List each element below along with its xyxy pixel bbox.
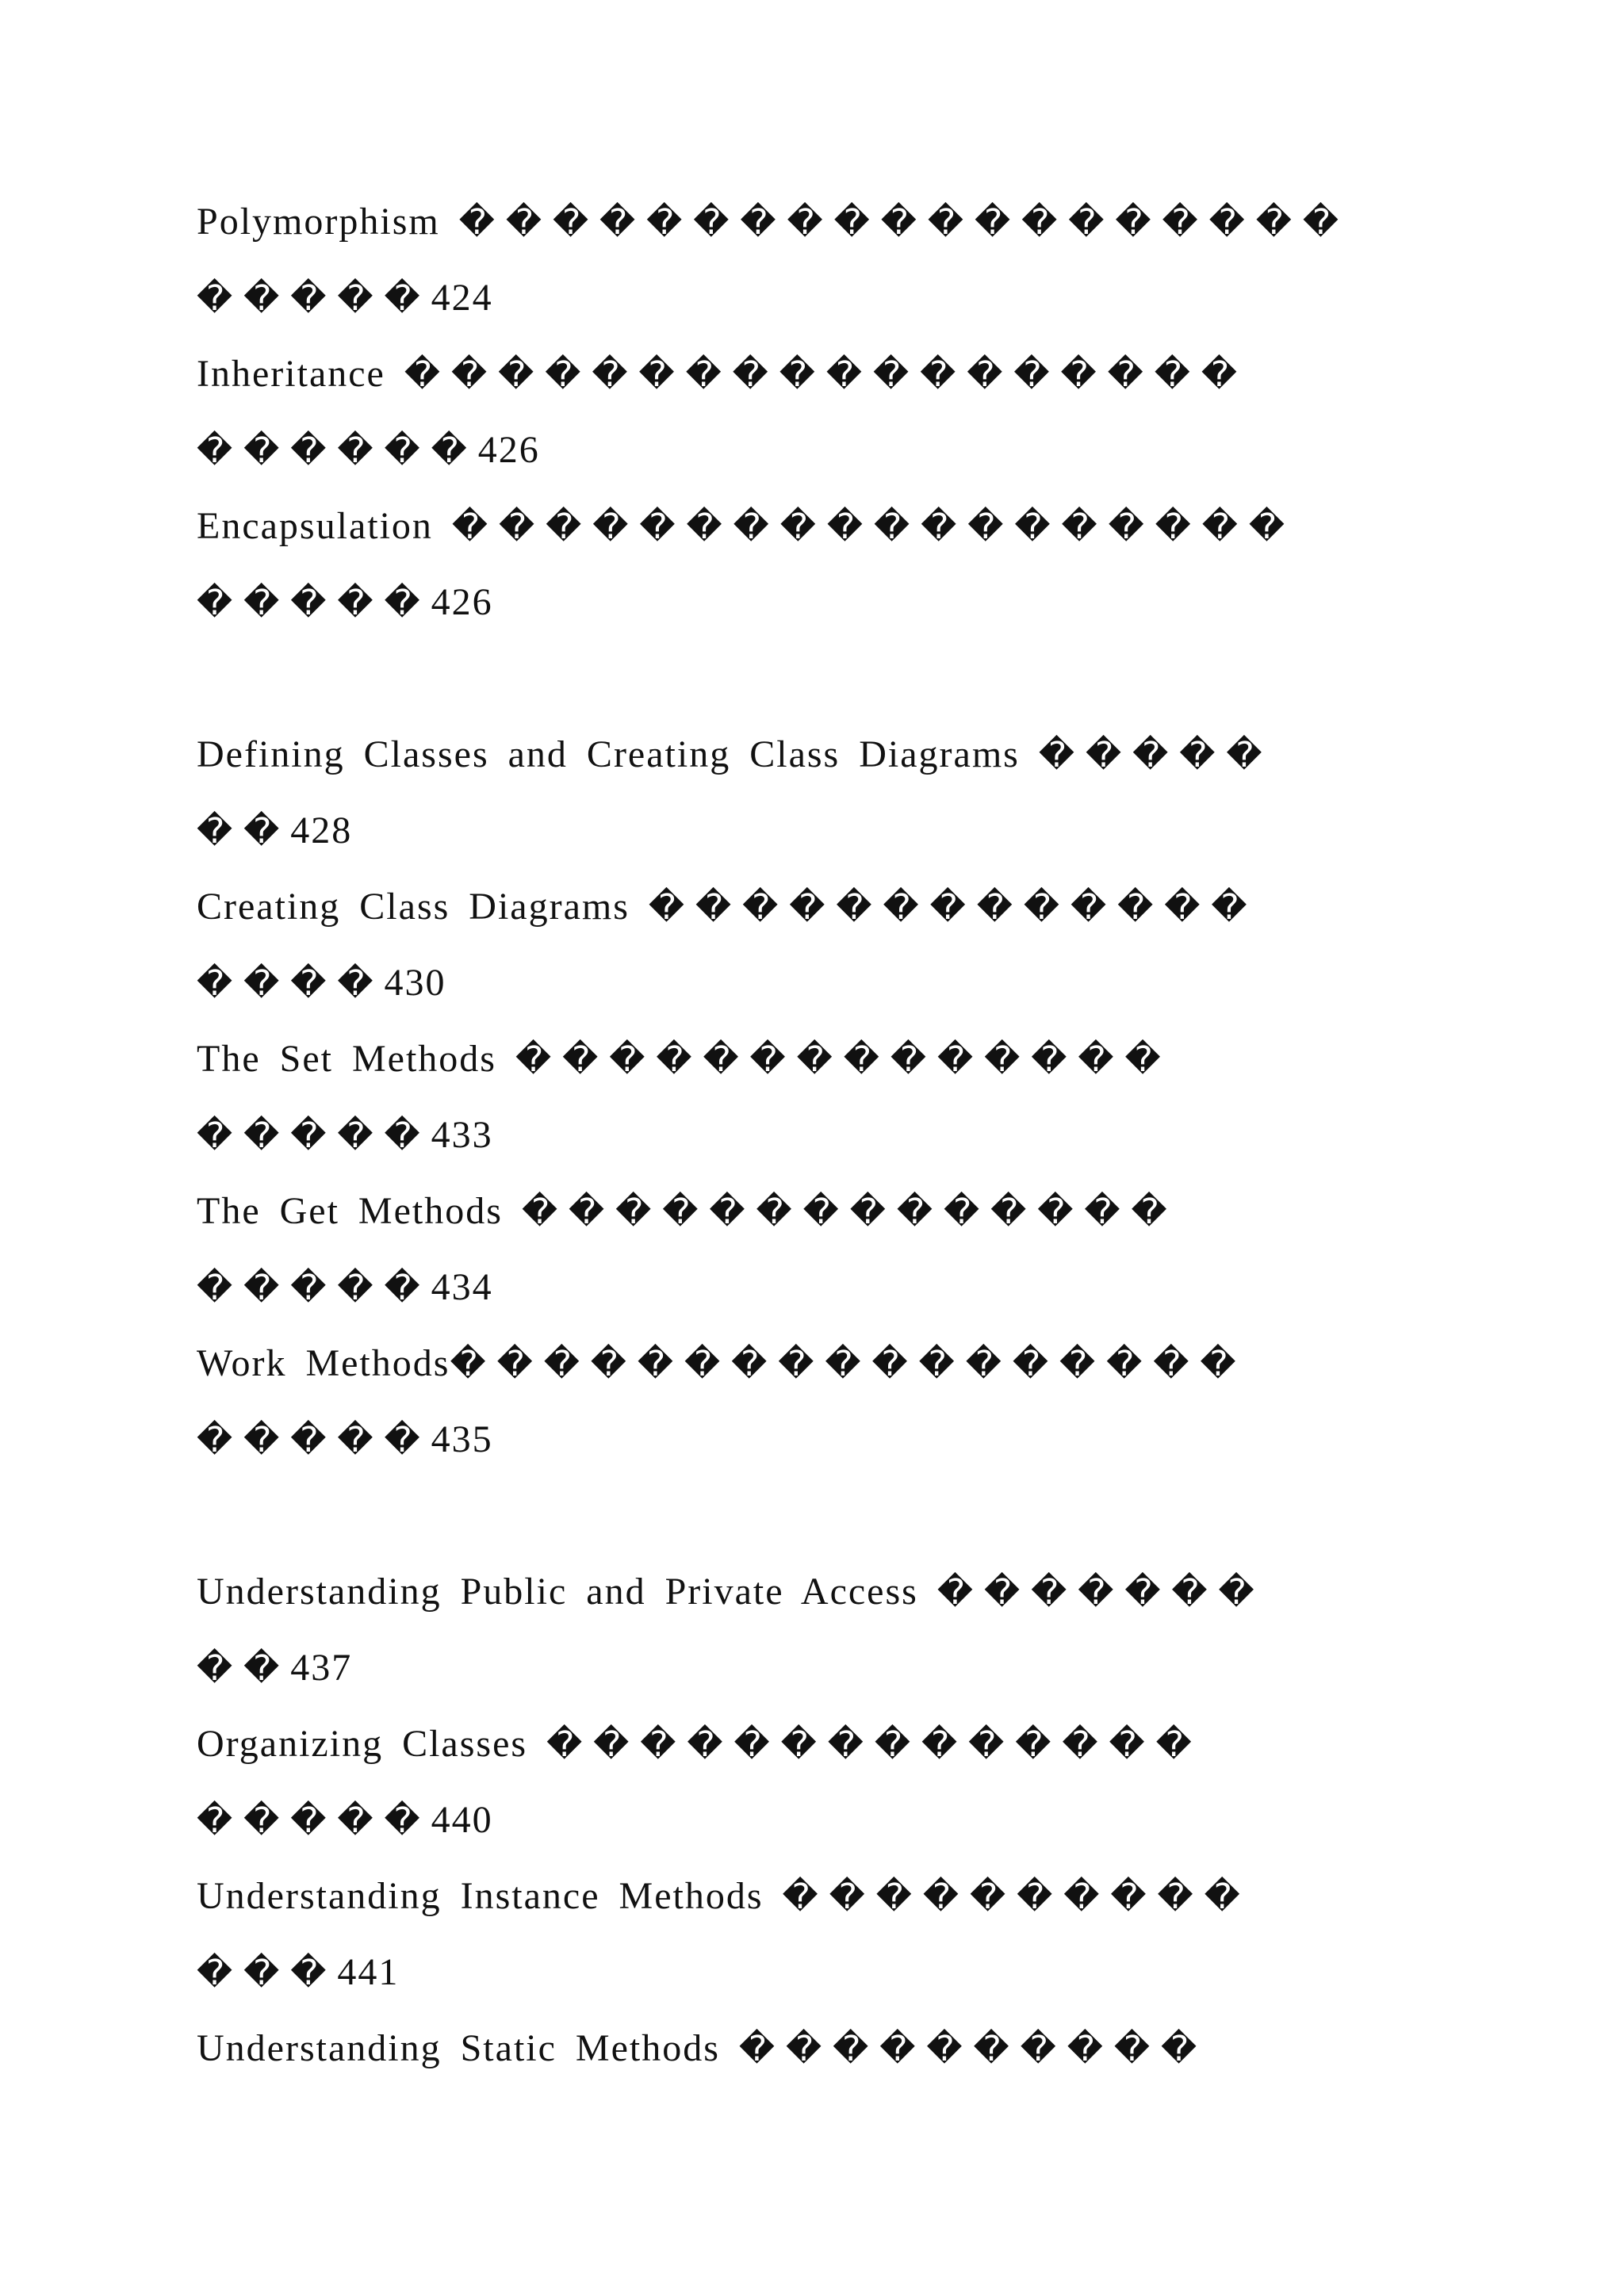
- toc-page-number: 428: [290, 809, 353, 851]
- toc-leader: ��: [197, 1648, 291, 1689]
- toc-entry-defining-classes-cont: [197, 807, 352, 855]
- toc-leader: ��������������: [521, 1192, 1178, 1232]
- toc-leader: ���: [197, 1953, 338, 1993]
- toc-entry-organizing-classes-cont: [197, 1797, 493, 1845]
- toc-entry-public-private-access: [197, 1568, 1266, 1617]
- toc-leader: �����: [197, 278, 431, 319]
- toc-leader: �������������: [648, 887, 1258, 928]
- toc-title: Creating Class Diagrams: [197, 886, 630, 928]
- toc-title: The Get Methods: [197, 1190, 503, 1232]
- toc-page-number: 437: [290, 1647, 353, 1689]
- toc-leader: ��������������: [515, 1039, 1172, 1080]
- toc-title: Encapsulation: [197, 505, 433, 547]
- toc-page-number: 441: [337, 1951, 400, 1993]
- toc-title: Understanding Instance Methods: [197, 1875, 764, 1917]
- toc-title: Defining Classes and Creating Class Diagrams: [197, 733, 1020, 775]
- toc-entry-work-methods-cont: [197, 1416, 493, 1464]
- toc-entry-creating-class-diagrams: [197, 883, 1258, 932]
- toc-entry-encapsulation-cont: [197, 579, 493, 627]
- toc-title: Inheritance: [197, 353, 385, 395]
- toc-entry-inheritance: [197, 350, 1248, 399]
- toc-leader: ��: [197, 811, 291, 851]
- toc-entry-encapsulation: [197, 503, 1296, 551]
- toc-leader: �����: [197, 1420, 431, 1460]
- toc-entry-set-methods-cont: [197, 1112, 493, 1160]
- toc-entry-instance-methods-cont: [197, 1949, 399, 1997]
- toc-entry-public-private-access-cont: [197, 1644, 352, 1693]
- toc-entry-get-methods-cont: [197, 1264, 493, 1312]
- toc-page-number: 426: [477, 429, 540, 471]
- toc-page-number: 433: [431, 1114, 493, 1156]
- toc-leader: ������������������: [404, 354, 1248, 395]
- toc-leader: �������: [936, 1572, 1266, 1613]
- toc-page-number: 424: [431, 277, 493, 319]
- toc-title: Understanding Public and Private Access: [197, 1571, 918, 1613]
- toc-entry-polymorphism: [197, 198, 1350, 247]
- toc-entry-inheritance-cont: [197, 427, 540, 475]
- toc-title: Understanding Static Methods: [197, 2027, 720, 2069]
- toc-entry-creating-class-diagrams-cont: [197, 959, 446, 1008]
- toc-entry-set-methods: [197, 1035, 1172, 1084]
- toc-leader: ����������: [782, 1877, 1251, 1917]
- toc-title: Organizing Classes: [197, 1723, 528, 1765]
- toc-title: The Set Methods: [197, 1038, 496, 1080]
- toc-entry-get-methods: [197, 1188, 1178, 1236]
- toc-leader: �����: [197, 1268, 431, 1308]
- toc-leader: ����: [197, 963, 385, 1004]
- toc-leader: ��������������: [546, 1724, 1203, 1765]
- toc-entry-instance-methods: [197, 1873, 1251, 1921]
- toc-leader: �����: [197, 1115, 431, 1156]
- toc-leader: ������: [197, 430, 478, 471]
- toc-entry-defining-classes: [197, 731, 1273, 779]
- toc-title: Work Methods: [197, 1342, 450, 1384]
- toc-leader: �����: [1038, 735, 1274, 775]
- toc-leader: �����������������: [450, 1344, 1247, 1384]
- toc-page-number: 434: [431, 1266, 493, 1308]
- toc-leader: �����: [197, 583, 431, 623]
- toc-leader: �������������������: [458, 202, 1350, 243]
- toc-leader: ����������: [738, 2029, 1208, 2069]
- toc-entry-work-methods: [197, 1340, 1247, 1388]
- toc-page-number: 440: [431, 1799, 493, 1841]
- toc-page-number: 435: [431, 1418, 493, 1460]
- toc-title: Polymorphism: [197, 201, 440, 243]
- toc-entry-polymorphism-cont: [197, 274, 493, 323]
- toc-entry-organizing-classes: [197, 1720, 1203, 1769]
- toc-leader: ������������������: [451, 507, 1297, 547]
- toc-page-number: 430: [384, 962, 446, 1004]
- toc-page-number: 426: [431, 581, 493, 623]
- toc-entry-static-methods: [197, 2025, 1208, 2073]
- toc-leader: �����: [197, 1800, 431, 1841]
